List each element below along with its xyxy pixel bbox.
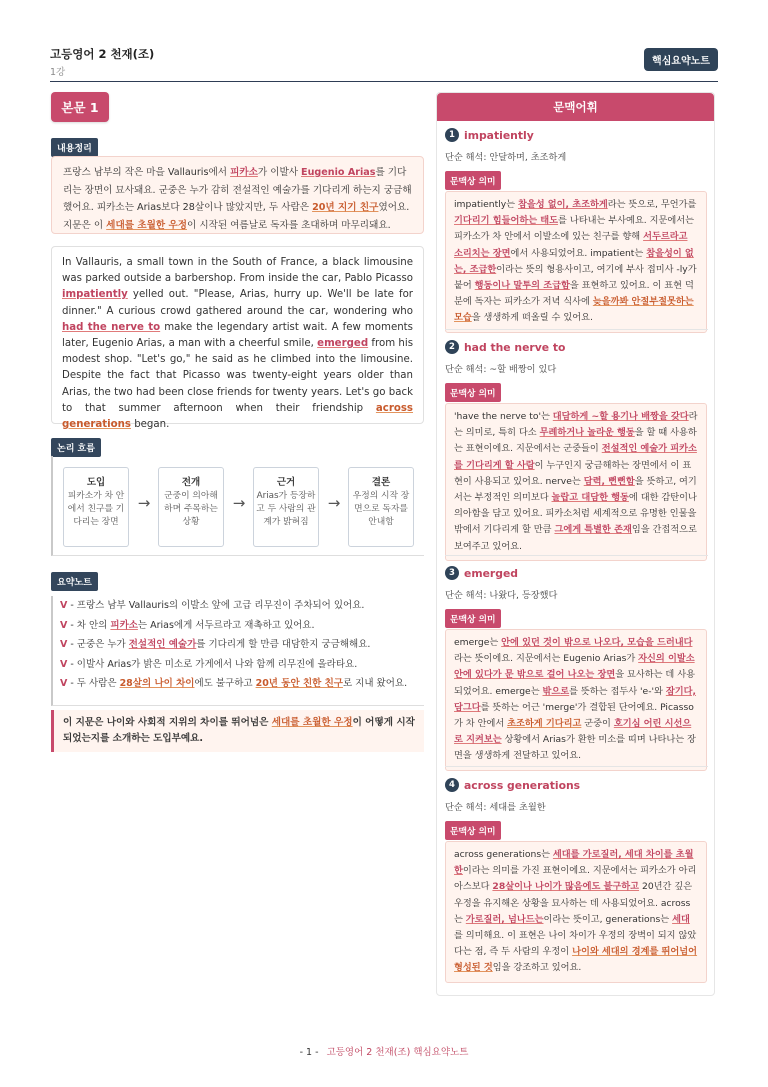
vocab-highlight: 기다리기 힘들어하는 태도 xyxy=(454,215,559,227)
vocab-text: 'have the nerve to'는 xyxy=(454,411,553,422)
check-marker-icon: V xyxy=(60,600,68,611)
note-item xyxy=(60,616,424,636)
vocab-word: emerged xyxy=(464,566,519,580)
note-item xyxy=(60,674,424,694)
flow-step-body: 우정의 시작 장면으로 독자를 안내함 xyxy=(352,491,410,527)
passage-text: make the legendary artist wait. A few moments later, Eugenio Arias, a man with a cheerful smile, xyxy=(62,321,413,350)
vocab-heading xyxy=(445,339,565,355)
vocab-text: 라는 뜻이에요. 지문에서는 Eugenio Arias가 xyxy=(454,653,639,665)
vocab-text: 를 뜻하는 어근 'merge'가 결합된 단어예요. Picasso가 차 안에서 xyxy=(454,701,694,730)
context-meaning-box xyxy=(445,191,707,333)
vocab-text: 을 표현하고 있어요. 이 표현 덕분에 독자는 피카소가 저녁 식사에 xyxy=(454,280,694,308)
divider xyxy=(445,555,708,556)
vocab-highlight: 참을성이 없는, 조급한 xyxy=(454,247,694,275)
lesson-label: 1강 xyxy=(50,67,66,78)
vocab-number: 4 xyxy=(445,778,459,792)
vocab-highlight: 세대 xyxy=(672,913,690,925)
vocab-highlight: 서두르라고 소리치는 장면 xyxy=(454,231,688,259)
passage-box xyxy=(51,246,424,431)
note-text: - 프랑스 남부 Vallauris의 이발소 앞에 고급 리무진이 주차되어 있어요. xyxy=(70,600,365,611)
summary-text: 였어요. 지문은 이 xyxy=(63,202,410,231)
passage-text: In Vallauris, a small town in the South of France, a black limousine was parked outside a barbershop. From inside the car, Pablo Picasso xyxy=(62,257,413,285)
summary-highlight: 피카소 xyxy=(230,167,258,178)
note-text: - 이발사 Arias가 밝은 미소로 가게에서 나와 함께 리무진에 올라타요. xyxy=(70,658,358,670)
vocab-highlight: 세대를 가로질러, 세대 차이를 초월한 xyxy=(454,849,694,877)
flow-tag: 논리 흐름 xyxy=(51,438,101,457)
vocab-text: 을 생생하게 떠올릴 수 있어요. xyxy=(471,312,593,324)
arrow-right-icon: → xyxy=(232,494,246,512)
vocab-panel xyxy=(436,92,715,996)
vocab-highlight: 자신의 이발소 안에 있다가 문 밖으로 걸어 나오는 장면 xyxy=(454,653,695,681)
flow-step-body: Arias가 등장하고 두 사람의 관계가 밝혀짐 xyxy=(256,491,316,527)
summary-text: 가 이발사 xyxy=(257,167,302,178)
vocab-word: had the nerve to xyxy=(464,340,566,354)
vocab-highlight: 나이와 세대의 경계를 뛰어넘어 형성된 것 xyxy=(454,946,698,974)
vocab-highlight: 잠기다, 담그다 xyxy=(454,685,696,713)
summary-badge: 핵심요약노트 xyxy=(644,48,718,71)
vocab-text: 이라는 의미를 가진 표현이에요. 지문에서는 피카소가 아리아스보다 xyxy=(454,865,697,893)
note-highlight: 20년 동안 친한 친구 xyxy=(255,678,343,690)
passage-text: from his modest shop. "Let's go," he said as he climbed into the limousine. Despite the fact that Picasso was twenty-eight years older than Arias, the two had been close friends for twenty years. Let's go back to that summer afternoon when their friendship xyxy=(62,338,414,414)
vocab-highlight: 밖으로 xyxy=(542,685,570,697)
vocab-highlight: 호기심 어린 시선으로 지켜보는 xyxy=(454,718,692,746)
vocab-text: 이라는 뜻의 형용사이고, 여기에 부사 접미사 -ly가 붙어 xyxy=(454,263,697,292)
logic-flow xyxy=(51,456,424,556)
vocab-text: 20년간 깊은 우정을 유지해온 상황을 묘사하는 데 사용되었어요. across는 xyxy=(454,881,693,925)
context-meaning-tag: 문맥상 의미 xyxy=(445,821,501,840)
page-header xyxy=(50,42,718,82)
vocab-highlight: 28살이나 나이가 많음에도 불구하고 xyxy=(492,881,640,893)
divider xyxy=(445,329,708,330)
note-item xyxy=(60,635,424,655)
footer-title: 고등영어 2 천재(조) 핵심요약노트 xyxy=(326,1047,469,1058)
vocab-highlight: 안에 있던 것이 밖으로 나오다, 모습을 드러내다 xyxy=(501,637,693,648)
note-highlight: 피카소 xyxy=(110,619,138,631)
vocab-number: 2 xyxy=(445,340,459,354)
conclusion-highlight: 세대를 초월한 우정 xyxy=(271,717,353,728)
note-text: - 두 사람은 xyxy=(70,678,120,690)
note-item xyxy=(60,596,424,616)
passage-keyword: across generations xyxy=(62,402,413,431)
vocab-text: 에서 사용되었어요. impatient는 xyxy=(510,247,647,259)
passage-keyword: emerged xyxy=(317,338,369,350)
vocab-word: across generations xyxy=(464,778,581,792)
check-marker-icon: V xyxy=(60,619,68,631)
note-text: 에도 불구하고 xyxy=(194,678,256,690)
vocab-simple-meaning: 단순 해석: 안달하며, 초조하게 xyxy=(445,152,567,163)
vocab-simple-meaning: 단순 해석: 나왔다, 등장했다 xyxy=(445,590,558,601)
check-marker-icon: V xyxy=(60,658,68,670)
note-highlight: 28살의 나이 차이 xyxy=(119,678,195,690)
summary-highlight: 세대를 초월한 우정 xyxy=(106,219,187,231)
flow-step-body: 군중이 의아해하며 주목하는 상황 xyxy=(164,491,218,527)
flow-step-title: 전개 xyxy=(181,477,201,488)
conclusion-box xyxy=(51,710,424,752)
vocab-text: 임을 강조하고 있어요. xyxy=(492,962,582,974)
vocab-highlight: 초조하게 기다리고 xyxy=(507,718,582,730)
vocab-text: 를 뜻하는 접두사 'e-'와 xyxy=(569,685,666,697)
summary-notes xyxy=(51,596,424,706)
vocab-text: 를 의미해요. 이 표현은 나이 차이가 우정의 장벽이 되지 않았다는 점, 즉 두 사람의 우정이 xyxy=(454,930,697,958)
passage-keyword: impatiently xyxy=(62,289,128,301)
flow-step xyxy=(158,467,224,547)
check-marker-icon: V xyxy=(60,639,68,651)
flow-step xyxy=(253,467,319,547)
note-text: 를 기다리게 할 만큼 대담한지 궁금해해요. xyxy=(196,639,371,651)
passage-text: began. xyxy=(130,419,170,431)
vocab-highlight: 무례하거나 놀라운 행동 xyxy=(539,427,635,439)
note-text: 로 지내 왔어요. xyxy=(342,678,408,690)
vocab-highlight: 대담하게 ~할 용기나 배짱을 갖다 xyxy=(552,411,689,422)
vocab-text: across generations는 xyxy=(454,849,553,860)
summary-text: 프랑스 남부의 작은 마을 Vallauris에서 xyxy=(63,167,231,178)
vocab-text: 이 누구인지 궁금해하는 장면에서 이 표현이 사용되고 있어요. nerve는 xyxy=(454,459,692,487)
flow-step-title: 결론 xyxy=(371,477,391,488)
vocab-item xyxy=(445,127,708,327)
passage-keyword: had the nerve to xyxy=(62,321,161,333)
vocab-text: 에 대한 감탄이나 의아함을 담고 있어요. 피카소처럼 세계적으로 유명한 인물을 밖에서 기다리게 할 만큼 xyxy=(454,492,697,536)
vocab-text: 을 뜻하고, 여기서는 부정적인 의미보다 xyxy=(454,475,697,504)
vocab-text: emerge는 xyxy=(454,637,502,648)
note-item xyxy=(60,655,424,675)
context-meaning-box xyxy=(445,841,707,983)
note-text: - 군중은 누가 xyxy=(70,639,129,651)
vocab-text: 이라는 뜻이고, generations는 xyxy=(543,913,673,925)
vocab-text: 라는 뜻으로, 무언가를 xyxy=(607,199,697,210)
vocab-highlight: 놀랍고 대담한 행동 xyxy=(551,492,629,504)
vocab-highlight: 전설적인 예술가 피카소를 기다리게 할 사람 xyxy=(454,443,697,471)
vocab-text: 상황에서 Arias가 환한 미소를 띠며 나타나는 장면을 생생하게 전달하고 있어요. xyxy=(454,734,696,762)
vocab-highlight: 행동이나 말투의 조급함 xyxy=(474,280,570,292)
vocab-highlight: 참을성 없이, 초조하게 xyxy=(517,199,608,210)
vocab-item xyxy=(445,565,708,760)
document-title: 고등영어 2 천재(조) xyxy=(50,47,155,61)
section-title: 본문 1 xyxy=(51,92,109,122)
flow-step xyxy=(348,467,414,547)
conclusion-text: 이 지문은 나이와 사회적 지위의 차이를 뛰어넘은 xyxy=(63,717,272,728)
context-meaning-tag: 문맥상 의미 xyxy=(445,383,501,402)
vocab-text: 를 나타내는 부사예요. 지문에서는 피카소가 차 안에서 이발소에 있는 친구를 향해 xyxy=(454,215,694,243)
vocab-word: impatiently xyxy=(464,128,534,142)
page-footer xyxy=(0,1044,768,1058)
vocab-text: 을 묘사하는 데 사용되었어요. emerge는 xyxy=(454,669,695,697)
vocab-heading xyxy=(445,777,580,793)
vocab-text: impatiently는 xyxy=(454,199,518,210)
summary-tag: 내용정리 xyxy=(51,138,98,157)
note-highlight: 전설적인 예술가 xyxy=(128,639,197,651)
vocab-simple-meaning: 단순 해석: 세대를 초월한 xyxy=(445,802,546,813)
flow-step xyxy=(63,467,129,547)
context-meaning-box xyxy=(445,629,707,771)
vocab-item xyxy=(445,339,708,552)
vocab-heading xyxy=(445,565,518,581)
summary-highlight: 20년 지기 친구 xyxy=(312,202,379,213)
divider xyxy=(445,766,708,767)
vocab-number: 1 xyxy=(445,128,459,142)
notes-tag: 요약노트 xyxy=(51,572,98,591)
vocab-text: 라는 의미로, 특히 다소 xyxy=(454,411,698,439)
note-text: 는 Arias에게 서두르라고 재촉하고 있어요. xyxy=(137,619,315,631)
arrow-right-icon: → xyxy=(327,494,341,512)
vocab-text: 군중이 xyxy=(581,718,614,730)
vocab-text: 을 할 때 사용하는 표현이에요. 지문에서는 군중들이 xyxy=(454,427,697,455)
flow-step-body: 피카소가 차 안에서 친구를 기다리는 장면 xyxy=(67,491,125,527)
vocab-highlight: 늦을까봐 안절부절못하는 모습 xyxy=(454,296,694,324)
context-meaning-tag: 문맥상 의미 xyxy=(445,171,501,190)
page-number: - 1 - xyxy=(299,1047,319,1058)
summary-box xyxy=(51,156,424,234)
vocab-panel-title: 문맥어휘 xyxy=(437,93,714,121)
conclusion-text: 이 어떻게 시작되었는지를 소개하는 도입부예요. xyxy=(63,717,415,744)
context-meaning-tag: 문맥상 의미 xyxy=(445,609,501,628)
vocab-heading xyxy=(445,127,534,143)
context-meaning-box xyxy=(445,403,707,561)
flow-step-title: 근거 xyxy=(276,477,296,488)
arrow-right-icon: → xyxy=(137,494,151,512)
vocab-item xyxy=(445,777,708,977)
summary-text: 이 시작된 여름날로 독자를 초대하며 마무리돼요. xyxy=(187,219,391,231)
note-text: - 차 안의 xyxy=(70,619,111,631)
summary-highlight: Eugenio Arias xyxy=(301,167,376,178)
flow-step-title: 도입 xyxy=(86,477,106,488)
vocab-text: 임을 간접적으로 보여주고 있어요. xyxy=(454,524,697,552)
vocab-simple-meaning: 단순 해석: ~할 배짱이 있다 xyxy=(445,364,557,375)
passage-text: yelled out. "Please, Arias, hurry up. We'll be late for dinner." A curious crowd gathered around the car, wondering who xyxy=(62,289,413,317)
vocab-highlight: 담력, 뻔뻔함 xyxy=(583,475,635,487)
check-marker-icon: V xyxy=(60,678,68,690)
vocab-number: 3 xyxy=(445,566,459,580)
summary-text: 를 기다리는 장면이 묘사돼요. 군중은 누가 감히 전설적인 예술가를 기다리게 하는지 궁금해했어요. 피카소는 Arias보다 28살이나 많았지만, 두 사람은 xyxy=(63,167,412,213)
vocab-highlight: 가로질러, 넘나드는 xyxy=(465,913,544,925)
vocab-highlight: 그에게 특별한 존재 xyxy=(554,524,632,536)
